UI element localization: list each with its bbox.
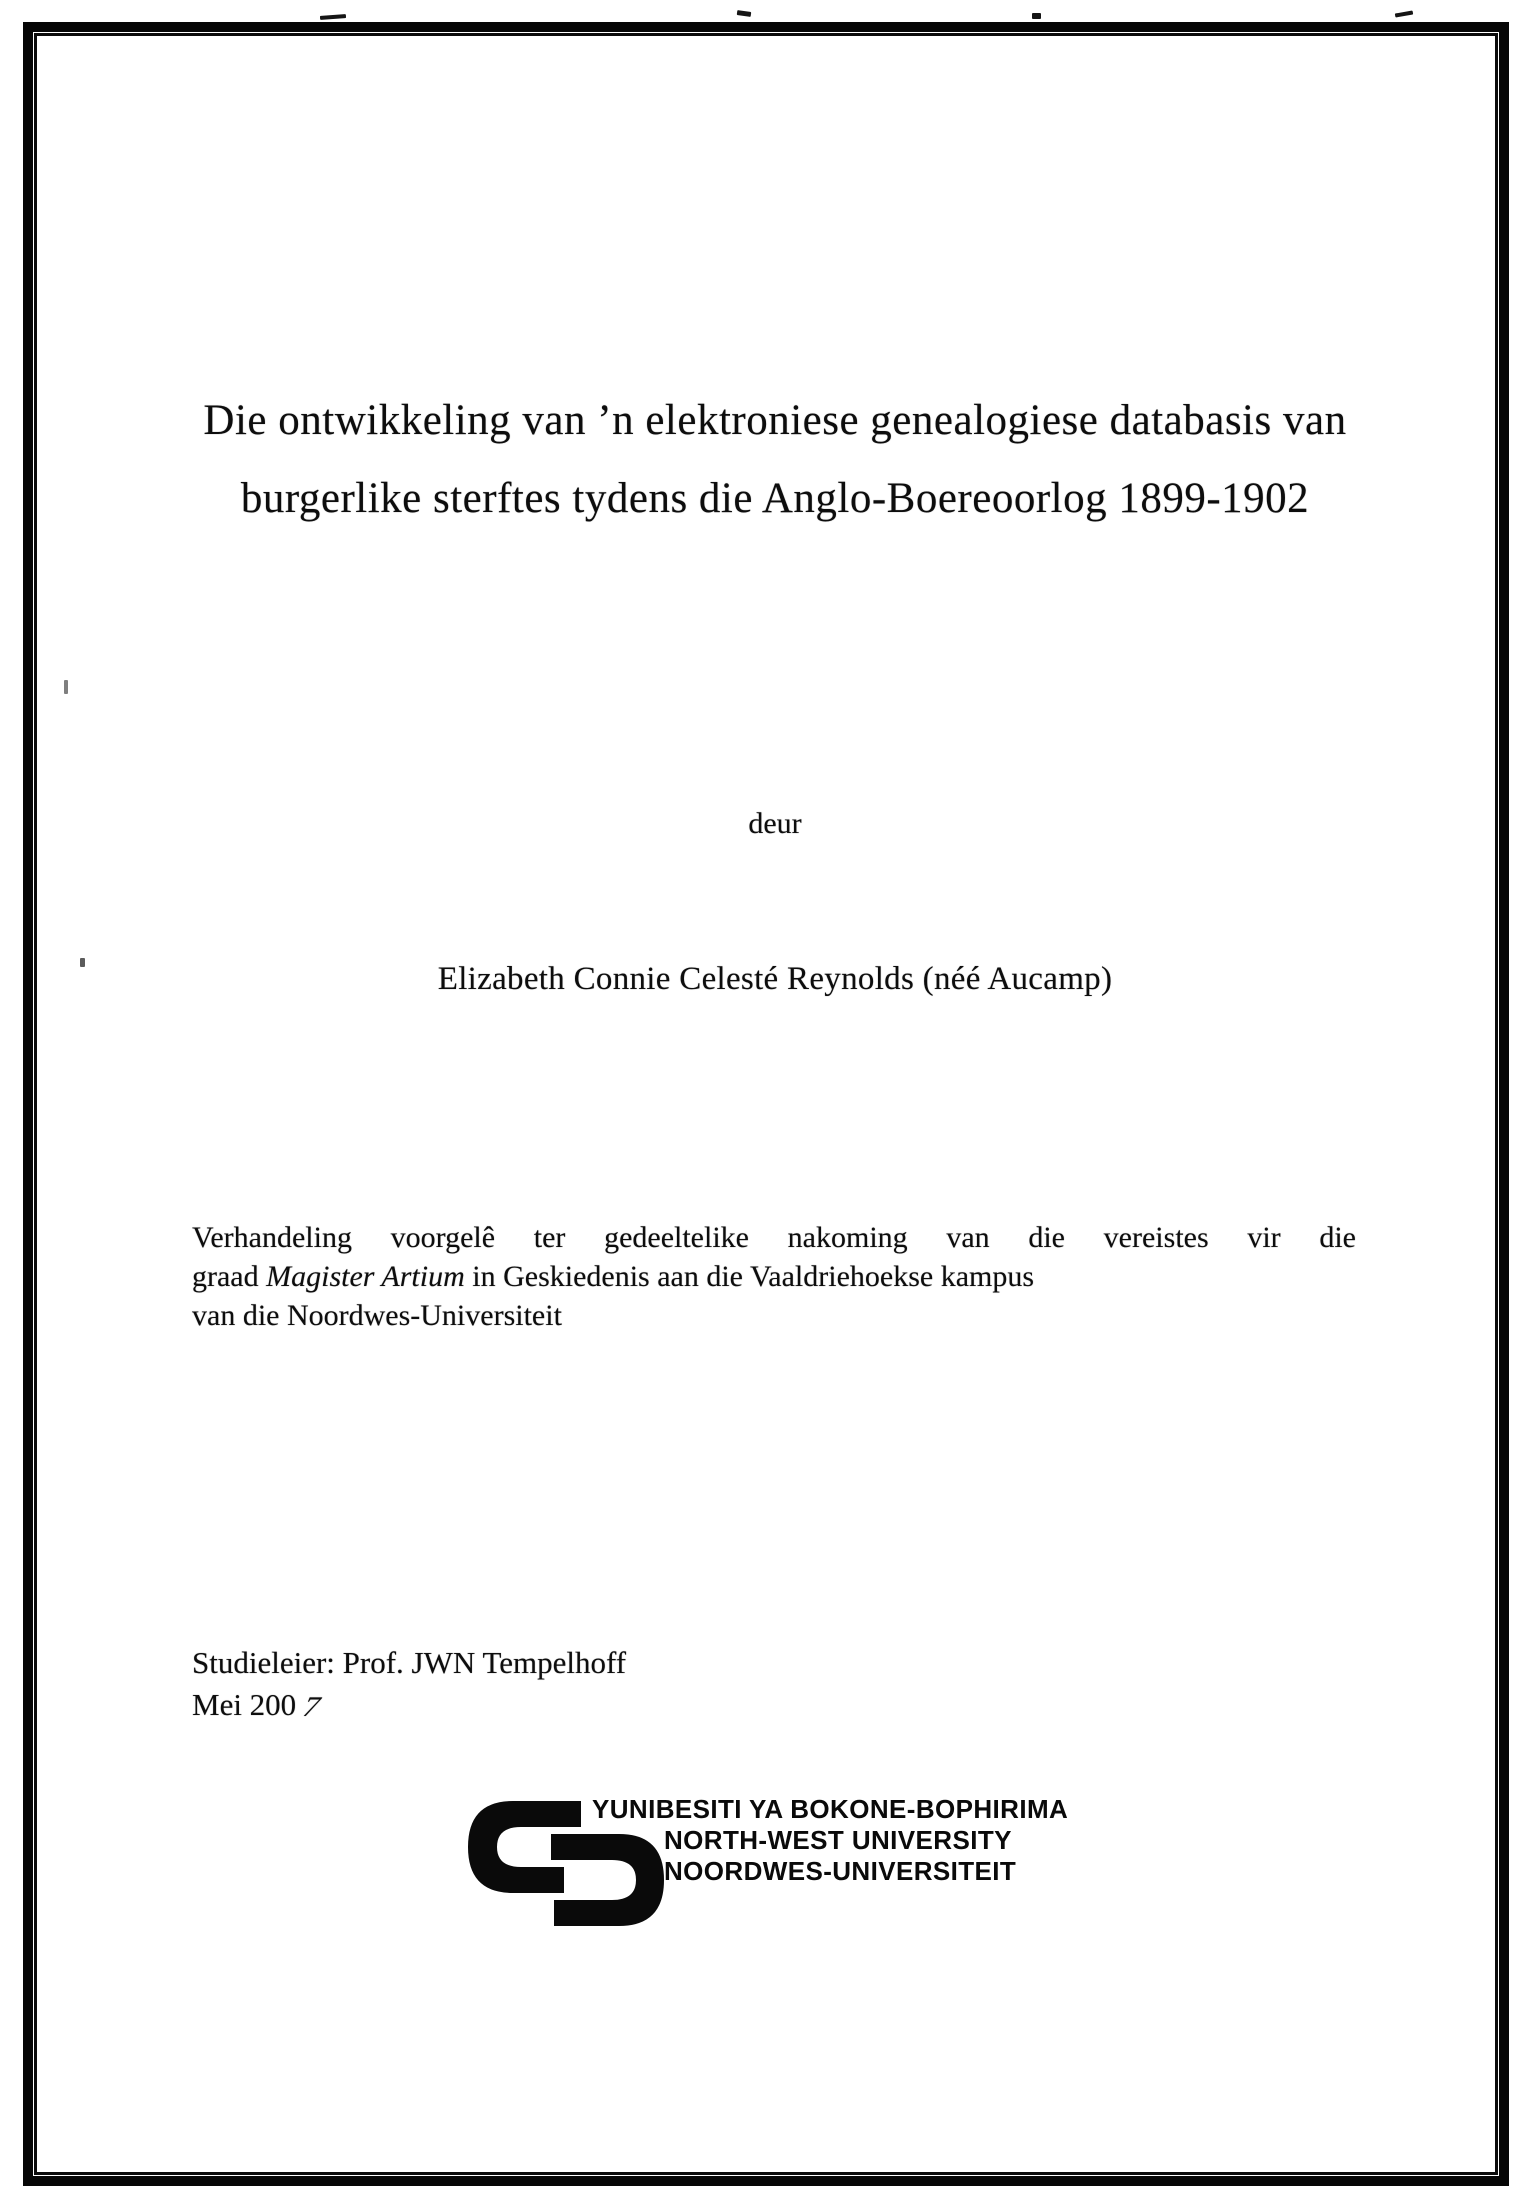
thesis-title-line-1: Die ontwikkeling van ’n elektroniese genealogiese databasis van — [203, 397, 1347, 444]
degree-statement-line-2-suffix: in Geskiedenis aan die Vaaldriehoekse kampus — [464, 1260, 1035, 1293]
scan-speckle — [320, 14, 346, 20]
degree-statement-line-3: van die Noordwes-Universiteit — [192, 1299, 562, 1332]
thesis-title-line-2: burgerlike sterftes tydens die Anglo-Boereoorlog 1899-1902 — [240, 475, 1310, 522]
university-name-afrikaans: NOORDWES-UNIVERSITEIT — [664, 1856, 1017, 1886]
scan-speckle — [1032, 13, 1041, 19]
university-logo-text — [592, 1794, 1068, 1887]
byline-preposition: deur — [748, 807, 802, 840]
scan-speckle — [1395, 10, 1413, 17]
scan-speckle — [64, 680, 68, 694]
date-line — [192, 1684, 626, 1726]
university-name-setswana: YUNIBESITI YA BOKONE-BOPHIRIMA — [592, 1794, 1069, 1824]
degree-statement-line-2-prefix: graad — [192, 1260, 267, 1293]
scan-speckle — [737, 10, 752, 17]
degree-statement-line-1: Verhandeling voorgelê ter gedeeltelike nakoming van die vereistes vir die — [192, 1221, 1356, 1254]
degree-name-italic: Magister Artium — [266, 1260, 465, 1293]
degree-statement-line-2 — [192, 1257, 1356, 1296]
date-line-last-digit: 7 — [297, 1690, 327, 1723]
scan-speckle — [80, 958, 85, 967]
author-name: Elizabeth Connie Celesté Reynolds (néé Aucamp) — [437, 961, 1113, 997]
degree-statement — [192, 1218, 1356, 1335]
supervisor-block — [192, 1642, 626, 1726]
university-name-english: NORTH-WEST UNIVERSITY — [664, 1825, 1012, 1855]
supervisor-line: Studieleier: Prof. JWN Tempelhoff — [192, 1645, 627, 1680]
date-line-prefix: Mei 200 — [192, 1687, 297, 1722]
